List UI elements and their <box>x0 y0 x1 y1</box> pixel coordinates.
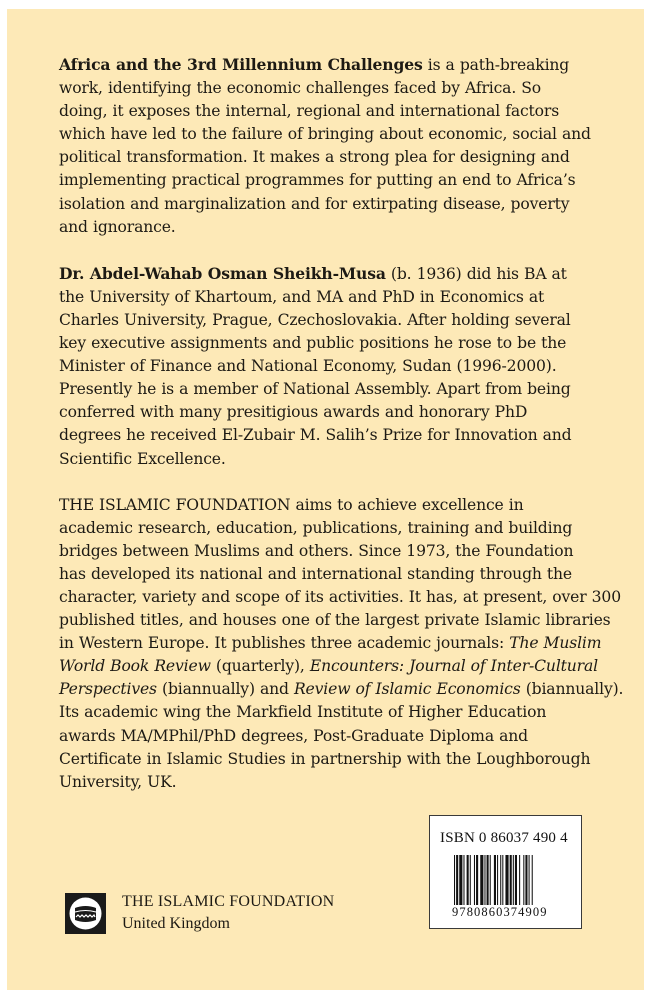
barcode-digits: 9780860374909 <box>452 905 548 919</box>
barcode-bar <box>523 855 524 911</box>
barcode-bar <box>519 855 520 911</box>
kaaba-logo-icon <box>65 893 106 934</box>
barcode-bar <box>497 855 498 911</box>
journal-title: The Muslim <box>509 634 602 653</box>
journal-title: Perspectives <box>59 680 157 699</box>
barcode-bar <box>487 855 489 911</box>
barcode-bar <box>484 855 485 911</box>
barcode-bar <box>476 855 478 911</box>
barcode-bar <box>515 855 517 911</box>
barcode-bar <box>463 855 464 911</box>
journal-title: Review of Islamic Economics <box>293 680 521 699</box>
barcode-bar <box>467 855 469 911</box>
barcode-bar <box>513 855 514 911</box>
barcode-bar <box>470 855 471 911</box>
journal-title: World Book Review <box>59 657 211 676</box>
barcode-bar <box>490 855 491 911</box>
journal-title: Encounters: Journal of Inter-Cultural <box>309 657 598 676</box>
barcode-bar <box>502 855 503 911</box>
publisher-imprint <box>65 891 334 935</box>
barcode-bar <box>480 855 483 911</box>
publisher-name: THE ISLAMIC FOUNDATION <box>122 893 335 910</box>
barcode-bar <box>500 855 501 911</box>
barcode-bar <box>474 855 475 911</box>
barcode-bar <box>494 855 496 911</box>
barcode-bar <box>529 855 530 911</box>
author-bio: Dr. Abdel-Wahab Osman Sheikh-Musa (b. 1936) did his BA at the University of Khartoum, and MA and PhD in Economics at Charles University, Prague, Czechoslovakia. After holding several key executive assignments and public positions he rose to be the Minister of Finance and National Economy, Sudan (1996-2000). Presently he is a member of National Assembly. Apart from being conferred with many presitigious awards and honorary PhD degrees he received El-Zubair M. Salih’s Prize for Innovation and Scientific Excellence. <box>59 263 572 468</box>
book-title: Africa and the 3rd Millennium Challenges <box>59 55 423 74</box>
publisher-country: United Kingdom <box>122 915 230 932</box>
isbn-label: ISBN 0 86037 490 4 <box>440 830 568 846</box>
isbn-barcode-box <box>429 815 582 929</box>
barcode-bar <box>510 855 512 911</box>
barcode-bar <box>454 855 455 911</box>
barcode-bar <box>505 855 508 911</box>
book-blurb: Africa and the 3rd Millennium Challenges is a path-breaking work, identifying the economic challenges faced by Africa. So doing, it exposes the internal, regional and international factors which have led to the failure of bringing about economic, social and political transformation. It makes a strong plea for designing and implementing practical programmes for putting an end to Africa’s isolation and marginalization and for extirpating disease, poverty and ignorance. <box>59 55 591 236</box>
barcode-icon <box>454 855 558 911</box>
barcode-bar <box>525 855 527 911</box>
barcode-bar <box>532 855 533 911</box>
barcode-bar <box>456 855 458 911</box>
foundation-description: THE ISLAMIC FOUNDATION aims to achieve excellence in academic research, education, publications, training and building bridges between Muslims and others. Since 1973, the Foundation has developed its national and international standing through the character, variety and scope of its activities. It has, at present, over 300 published titles, and houses one of the largest private Islamic libraries in Western Europe. It publishes three academic journals: The Muslim World Book Review (quarterly), Encounters: Journal of Inter-Cultural Perspectives (biannually) and Review of Islamic Economics (biannually). Its academic wing the Markfield Institute of Higher Education awards MA/MPhil/PhD degrees, Post-Graduate Diploma and Certificate in Islamic Studies in partnership with the Loughborough University, UK. <box>59 495 624 791</box>
author-name: Dr. Abdel-Wahab Osman Sheikh-Musa <box>59 263 386 283</box>
barcode-bar <box>459 855 462 911</box>
cover-text <box>59 53 624 817</box>
